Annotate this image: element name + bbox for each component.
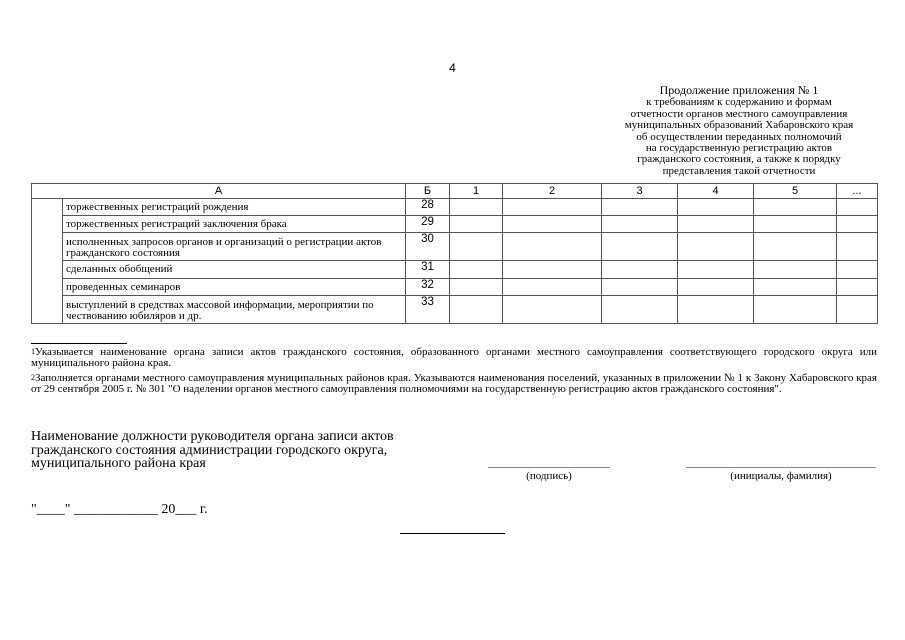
row-label: выступлений в средствах массовой информации, мероприятии по чествованию юбиляров и др.: [63, 296, 406, 324]
header-col-4: 4: [678, 184, 754, 199]
table-row: [32, 279, 878, 296]
row-label: проведенных семинаров: [63, 279, 406, 296]
appendix-title: Продолжение приложения № 1: [659, 83, 819, 97]
row-code: 33: [406, 296, 450, 324]
table-row: [32, 199, 878, 216]
footnote-1: [31, 347, 877, 368]
row-code: 30: [406, 233, 450, 261]
row-label: сделанных обобщений: [63, 261, 406, 279]
appendix-line: об осуществлении переданных полномочий: [636, 130, 842, 143]
table-row: [32, 296, 878, 324]
appendix-line: представления такой отчетности: [662, 164, 816, 177]
signature-line: [488, 467, 610, 468]
name-line: [686, 467, 876, 468]
appendix-line: муниципальных образований Хабаровского края: [624, 119, 854, 132]
page-number: 4: [449, 61, 456, 75]
header-col-b: Б: [406, 184, 450, 199]
footnote-text: Указывается наименование органа записи актов гражданского состояния, образованного органами местного самоуправления соответствующего городского округа или муниципального района края.: [31, 346, 877, 369]
footnote-separator: [31, 343, 127, 344]
header-col-5: 5: [754, 184, 837, 199]
signature-caption: (подпись): [526, 470, 572, 482]
header-col-2: 2: [503, 184, 602, 199]
table-row: [32, 216, 878, 233]
row-code: 32: [406, 279, 450, 296]
table-row: [32, 261, 878, 279]
row-code: 28: [406, 199, 450, 216]
end-rule: [400, 533, 505, 534]
footnote-mark: 1: [31, 347, 35, 356]
row-label: торжественных регистраций рождения: [63, 199, 406, 216]
table-header-row: [32, 184, 878, 199]
report-table: [31, 183, 878, 324]
header-col-1: 1: [450, 184, 503, 199]
row-label: торжественных регистраций заключения брака: [63, 216, 406, 233]
footnote-mark: 2: [31, 373, 35, 382]
name-caption: (инициалы, фамилия): [730, 470, 832, 482]
appendix-line: к требованиям к содержанию и формам: [646, 96, 832, 109]
appendix-line: гражданского состояния, а также к порядку: [637, 153, 841, 166]
appendix-header: [600, 85, 878, 177]
footnote-2: [31, 373, 877, 394]
header-col-a: А: [32, 184, 406, 199]
group-cell: [32, 199, 63, 324]
header-col-more: ...: [837, 184, 878, 199]
row-label: исполненных запросов органов и организаций о регистрации актов гражданского состояния: [63, 233, 406, 261]
table-row: [32, 233, 878, 261]
header-col-3: 3: [602, 184, 678, 199]
date-line: "____" ____________ 20___ г.: [31, 502, 208, 517]
signatory-position: Наименование должности руководителя органа записи актов гражданского состояния администрации городского округа, муниципального района края: [31, 429, 394, 471]
appendix-line: отчетности органов местного самоуправления: [630, 107, 848, 120]
appendix-line: на государственную регистрацию актов: [645, 142, 833, 155]
footnote-text: Заполняется органами местного самоуправления муниципальных районов края. Указываются наименования поселений, указанных в приложении № 1 к Закону Хабаровского края от 29 сентября 2005 г. № 301 "О наделении органов местного самоуправления полномочиями на государственную регистрацию актов гражданского состояния".: [31, 372, 877, 395]
row-code: 29: [406, 216, 450, 233]
row-code: 31: [406, 261, 450, 279]
